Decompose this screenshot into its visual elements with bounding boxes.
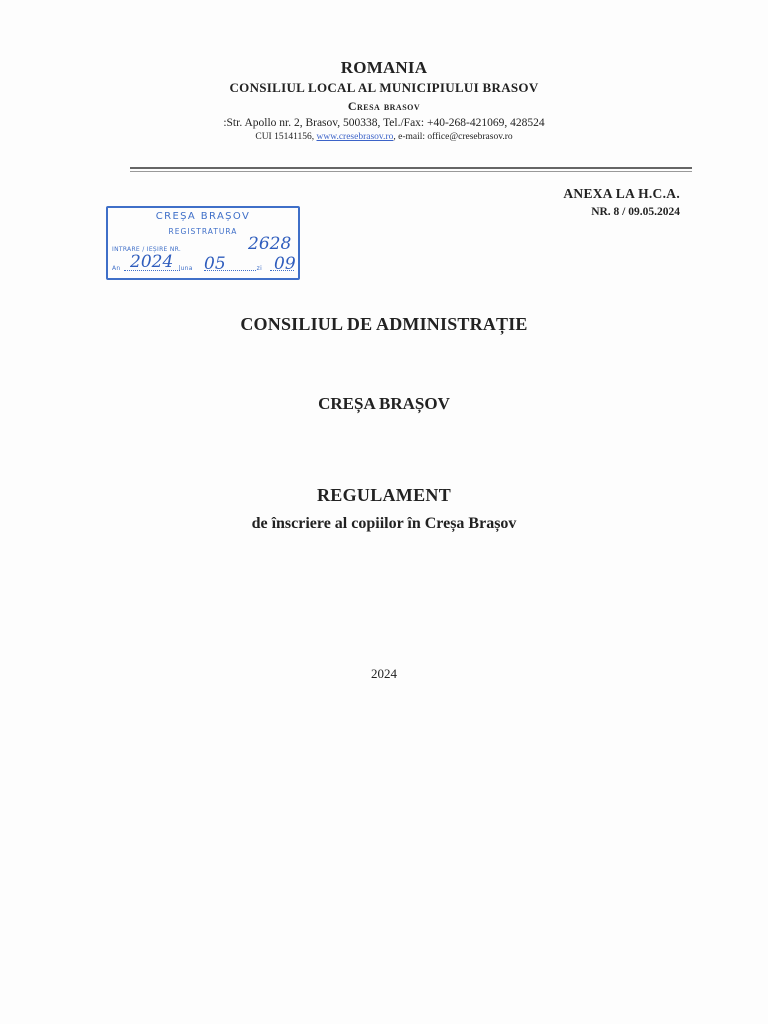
stamp-day: 09 <box>274 254 296 274</box>
header-organization: Cresa brasov <box>347 99 421 113</box>
website-link[interactable]: www.cresebrasov.ro <box>316 132 394 142</box>
stamp-year-label: An <box>112 265 121 272</box>
header-contact <box>0 132 768 142</box>
document-year: 2024 <box>371 666 397 681</box>
stamp-number: 2628 <box>248 234 292 254</box>
stamp-month-label: luna <box>178 265 193 272</box>
header-country: ROMANIA <box>340 58 428 77</box>
annex-number: NR. 8 / 09.05.2024 <box>591 206 680 218</box>
stamp-day-label: zi <box>256 265 263 272</box>
institution-heading: CREȘA BRAȘOV <box>318 394 450 413</box>
regulation-subtitle: de înscriere al copiilor în Creșa Brașov <box>251 515 517 532</box>
header-council: CONSILIUL LOCAL AL MUNICIPIULUI BRASOV <box>229 80 539 95</box>
stamp-registry: REGISTRATURA <box>168 227 238 236</box>
stamp-month: 05 <box>204 254 226 274</box>
stamp-entry-label: INTRARE / IEȘIRE NR. <box>112 246 182 253</box>
stamp-year: 2024 <box>130 252 174 272</box>
regulation-title: REGULAMENT <box>316 485 451 505</box>
header-divider <box>130 167 692 169</box>
annex-reference <box>563 186 680 218</box>
header-email: , e-mail: office@cresebrasov.ro <box>393 132 513 142</box>
board-heading: CONSILIUL DE ADMINISTRAȚIE <box>240 314 528 334</box>
header-cui: CUI 15141156, <box>255 132 317 142</box>
annex-title: ANEXA LA H.C.A. <box>563 186 680 201</box>
stamp-title: CREȘA BRAȘOV <box>155 211 251 222</box>
header-address: :Str. Apollo nr. 2, Brasov, 500338, Tel./Fax: +40-268-421069, 428524 <box>223 117 545 129</box>
registry-stamp <box>106 206 300 280</box>
header-divider-secondary <box>130 171 692 172</box>
